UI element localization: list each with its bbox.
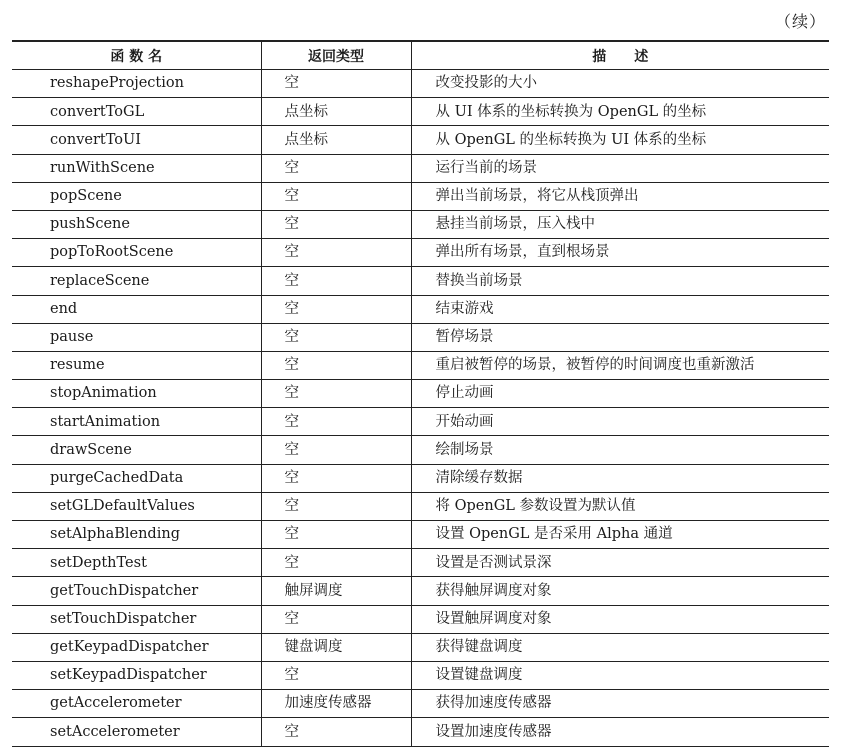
description-cell: 获得键盘调度 xyxy=(411,633,829,661)
description-cell: 弹出所有场景，直到根场景 xyxy=(411,239,829,267)
function-name-cell: runWithScene xyxy=(12,154,261,182)
description-cell: 运行当前的场景 xyxy=(411,154,829,182)
function-name-cell: setAlphaBlending xyxy=(12,521,261,549)
table-row xyxy=(12,633,829,661)
description-cell: 设置是否测试景深 xyxy=(411,549,829,577)
function-name-cell: setKeypadDispatcher xyxy=(12,661,261,689)
description-cell: 停止动画 xyxy=(411,380,829,408)
header-return-type: 返回类型 xyxy=(261,41,411,70)
return-type-cell: 空 xyxy=(261,351,411,379)
return-type-cell: 空 xyxy=(261,549,411,577)
function-name-cell: drawScene xyxy=(12,436,261,464)
description-cell: 绘制场景 xyxy=(411,436,829,464)
description-cell: 改变投影的大小 xyxy=(411,70,829,98)
table-row xyxy=(12,605,829,633)
return-type-cell: 触屏调度 xyxy=(261,577,411,605)
table-row xyxy=(12,267,829,295)
function-name-cell: setTouchDispatcher xyxy=(12,605,261,633)
return-type-cell: 空 xyxy=(261,605,411,633)
table-row xyxy=(12,380,829,408)
table-row xyxy=(12,210,829,238)
return-type-cell: 空 xyxy=(261,323,411,351)
return-type-cell: 空 xyxy=(261,492,411,520)
function-name-cell: pushScene xyxy=(12,210,261,238)
description-cell: 清除缓存数据 xyxy=(411,464,829,492)
table-row xyxy=(12,661,829,689)
return-type-cell: 空 xyxy=(261,408,411,436)
return-type-cell: 空 xyxy=(261,210,411,238)
table-row xyxy=(12,492,829,520)
table-row xyxy=(12,154,829,182)
return-type-cell: 空 xyxy=(261,267,411,295)
function-name-cell: replaceScene xyxy=(12,267,261,295)
table-row xyxy=(12,182,829,210)
header-description: 描 述 xyxy=(411,41,829,70)
function-name-cell: startAnimation xyxy=(12,408,261,436)
description-cell: 设置 OpenGL 是否采用 Alpha 通道 xyxy=(411,521,829,549)
return-type-cell: 空 xyxy=(261,661,411,689)
return-type-cell: 空 xyxy=(261,436,411,464)
function-name-cell: getTouchDispatcher xyxy=(12,577,261,605)
api-table xyxy=(12,40,829,747)
description-cell: 获得触屏调度对象 xyxy=(411,577,829,605)
description-cell: 获得加速度传感器 xyxy=(411,690,829,718)
return-type-cell: 空 xyxy=(261,182,411,210)
table-row xyxy=(12,408,829,436)
function-name-cell: purgeCachedData xyxy=(12,464,261,492)
table-row xyxy=(12,436,829,464)
table-row xyxy=(12,521,829,549)
description-cell: 悬挂当前场景，压入栈中 xyxy=(411,210,829,238)
table-row xyxy=(12,98,829,126)
function-name-cell: setDepthTest xyxy=(12,549,261,577)
return-type-cell: 加速度传感器 xyxy=(261,690,411,718)
return-type-cell: 点坐标 xyxy=(261,126,411,154)
table-row xyxy=(12,239,829,267)
return-type-cell: 空 xyxy=(261,521,411,549)
table-row xyxy=(12,70,829,98)
function-name-cell: stopAnimation xyxy=(12,380,261,408)
description-cell: 暂停场景 xyxy=(411,323,829,351)
table-row xyxy=(12,549,829,577)
description-cell: 结束游戏 xyxy=(411,295,829,323)
description-cell: 替换当前场景 xyxy=(411,267,829,295)
table-row xyxy=(12,295,829,323)
description-cell: 设置加速度传感器 xyxy=(411,718,829,746)
header-function-name: 函 数 名 xyxy=(12,41,261,70)
description-cell: 将 OpenGL 参数设置为默认值 xyxy=(411,492,829,520)
table-row xyxy=(12,718,829,746)
description-cell: 设置键盘调度 xyxy=(411,661,829,689)
description-cell: 弹出当前场景，将它从栈顶弹出 xyxy=(411,182,829,210)
description-cell: 从 OpenGL 的坐标转换为 UI 体系的坐标 xyxy=(411,126,829,154)
description-cell: 从 UI 体系的坐标转换为 OpenGL 的坐标 xyxy=(411,98,829,126)
function-name-cell: setGLDefaultValues xyxy=(12,492,261,520)
table-row xyxy=(12,464,829,492)
return-type-cell: 空 xyxy=(261,154,411,182)
return-type-cell: 键盘调度 xyxy=(261,633,411,661)
function-name-cell: convertToUI xyxy=(12,126,261,154)
function-name-cell: getKeypadDispatcher xyxy=(12,633,261,661)
return-type-cell: 空 xyxy=(261,295,411,323)
table-row xyxy=(12,690,829,718)
return-type-cell: 空 xyxy=(261,70,411,98)
description-cell: 设置触屏调度对象 xyxy=(411,605,829,633)
table-row xyxy=(12,351,829,379)
continued-label: （续） xyxy=(774,12,826,31)
function-name-cell: resume xyxy=(12,351,261,379)
function-name-cell: pause xyxy=(12,323,261,351)
table-header-row xyxy=(12,41,829,70)
description-cell: 开始动画 xyxy=(411,408,829,436)
return-type-cell: 空 xyxy=(261,380,411,408)
table-row xyxy=(12,126,829,154)
return-type-cell: 空 xyxy=(261,718,411,746)
return-type-cell: 空 xyxy=(261,239,411,267)
return-type-cell: 空 xyxy=(261,464,411,492)
function-name-cell: convertToGL xyxy=(12,98,261,126)
function-name-cell: popToRootScene xyxy=(12,239,261,267)
function-name-cell: reshapeProjection xyxy=(12,70,261,98)
function-name-cell: popScene xyxy=(12,182,261,210)
function-name-cell: setAccelerometer xyxy=(12,718,261,746)
return-type-cell: 点坐标 xyxy=(261,98,411,126)
function-name-cell: end xyxy=(12,295,261,323)
function-name-cell: getAccelerometer xyxy=(12,690,261,718)
table-row xyxy=(12,577,829,605)
description-cell: 重启被暂停的场景，被暂停的时间调度也重新激活 xyxy=(411,351,829,379)
table-row xyxy=(12,323,829,351)
